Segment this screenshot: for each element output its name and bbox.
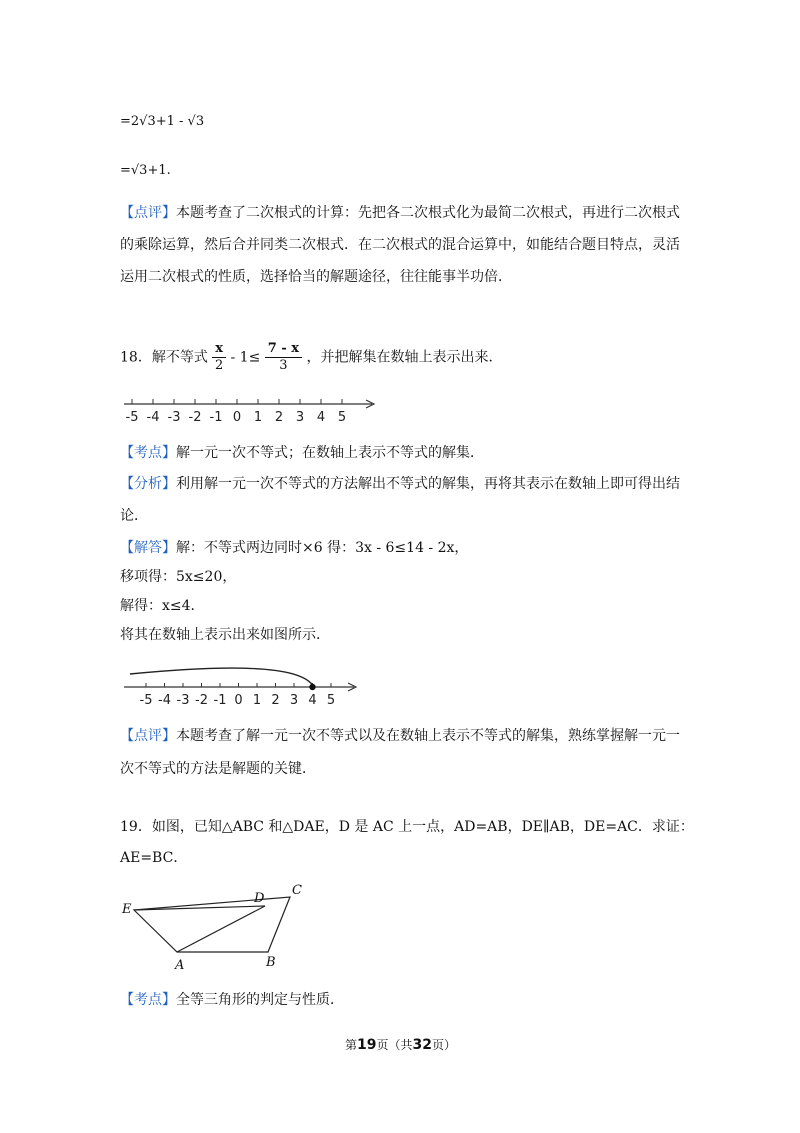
axis-tick-label: 0 [232, 410, 242, 425]
jieda-text: 解：不等式两边同时×6 得：3x - 6≤14 - 2x， [176, 540, 469, 556]
formula-line-1-text: =2√3+1 - √3 [120, 114, 205, 129]
footer-total-pages: 32 [412, 1037, 432, 1053]
dianping-18-line2 [120, 758, 316, 778]
jieda-tag: 【解答】 [120, 540, 176, 556]
axis-tick-label: 1 [252, 693, 262, 708]
comment-block-1 [120, 202, 680, 222]
fraction-numerator: x [212, 341, 226, 358]
axis-tick-label: -2 [195, 693, 208, 708]
axis-tick-label: -1 [209, 410, 223, 425]
comment-text: 的乘除运算，然后合并同类二次根式．在二次根式的混合运算中，如能结合题目特点，灵活 [120, 237, 680, 253]
jieda-18 [120, 537, 468, 557]
fenxi-text: 论． [120, 508, 148, 524]
axis-tick-label: 2 [271, 693, 280, 708]
geometry-figure [120, 880, 320, 975]
number-line-solution [122, 652, 372, 710]
fraction-denominator: 3 [279, 358, 288, 373]
axis-tick-label: -5 [125, 410, 139, 425]
axis-tick-label: 5 [337, 410, 347, 425]
segment-ad [177, 906, 265, 952]
formula-line-2 [120, 163, 171, 178]
axis-tick-label: 1 [253, 410, 263, 425]
question-18 [120, 341, 502, 374]
kaodian-text: 解一元一次不等式；在数轴上表示不等式的解集． [176, 445, 484, 461]
footer-page-number: 19 [357, 1037, 377, 1053]
question-18-prefix: 18．解不等式 [120, 349, 208, 366]
comment-tag: 【点评】 [120, 205, 176, 221]
kaodian-18 [120, 442, 484, 462]
step-3 [120, 624, 330, 644]
footer-post: 页） [432, 1038, 457, 1052]
step-text: 移项得：5x≤20， [120, 569, 237, 585]
step-text: 解得：x≤4． [120, 598, 205, 614]
fenxi-18 [120, 473, 680, 493]
dianping-text: 次不等式的方法是解题的关键． [120, 761, 316, 777]
formula-line-2-text: =√3+1. [120, 163, 171, 178]
label-c: C [292, 883, 302, 898]
kaodian-19 [120, 989, 344, 1009]
step-1 [120, 566, 236, 586]
axis-tick-label: 3 [289, 693, 299, 708]
label-b: B [266, 955, 276, 970]
kaodian-tag: 【考点】 [120, 445, 176, 461]
axis-tick-label: 5 [326, 693, 336, 708]
comment-line [120, 266, 512, 286]
dianping-18 [120, 725, 680, 745]
axis-tick-label: 2 [274, 410, 284, 425]
fenxi-tag: 【分析】 [120, 476, 176, 492]
axis-tick-label: 0 [234, 693, 243, 708]
axis-tick-label: -1 [213, 693, 227, 708]
question-18-suffix: ，并把解集在数轴上表示出来． [306, 349, 503, 366]
axis-tick-label: 4 [316, 410, 326, 425]
fraction-x-over-2 [212, 341, 226, 374]
quadrilateral-outline [134, 897, 290, 952]
axis-tick-label: 3 [295, 410, 305, 425]
comment-text: 本题考查了二次根式的计算：先把各二次根式化为最简二次根式，再进行二次根式 [176, 205, 680, 221]
footer-pre: 第 [345, 1038, 358, 1052]
axis-tick-label: 4 [308, 693, 317, 708]
question-18-middle: - 1≤ [230, 349, 261, 366]
kaodian-tag: 【考点】 [120, 992, 176, 1008]
question-19-text: AE=BC． [120, 850, 188, 866]
page-footer [345, 1036, 456, 1053]
step-text: 将其在数轴上表示出来如图所示． [120, 627, 330, 643]
axis-tick-label: -4 [158, 693, 171, 708]
solution-endpoint [309, 684, 315, 690]
number-line-blank [122, 394, 382, 428]
question-19-text: 19．如图，已知△ABC 和△DAE，D 是 AC 上一点，AD=AB，DE∥AB，DE=AC．求证： [120, 819, 694, 835]
fraction-numerator: 7 - x [265, 341, 302, 358]
label-a: A [175, 958, 185, 973]
axis-tick-label: -3 [167, 410, 181, 425]
fenxi-text: 利用解一元一次不等式的方法解出不等式的解集，再将其表示在数轴上即可得出结 [176, 476, 680, 492]
dianping-tag: 【点评】 [120, 728, 176, 744]
dianping-text: 本题考查了解一元一次不等式以及在数轴上表示不等式的解集，熟练掌握解一元一 [176, 728, 680, 744]
footer-mid: 页（共 [376, 1038, 413, 1052]
kaodian-text: 全等三角形的判定与性质． [176, 992, 344, 1008]
step-2 [120, 595, 205, 615]
axis-tick-label: -5 [139, 693, 153, 708]
fraction-denominator: 2 [215, 358, 224, 373]
axis-tick-label: -2 [188, 410, 202, 425]
solution-ray [130, 668, 313, 685]
label-e: E [122, 902, 132, 917]
fraction-7-minus-x-over-3 [265, 341, 302, 374]
comment-line [120, 234, 680, 254]
fenxi-18-line2 [120, 505, 148, 525]
axis-tick-label: -4 [146, 410, 160, 425]
question-19 [120, 816, 694, 836]
question-19-line2 [120, 847, 187, 867]
label-d: D [254, 891, 265, 906]
formula-line-1 [120, 114, 204, 129]
comment-text: 运用二次根式的性质，选择恰当的解题途径，往往能事半功倍． [120, 269, 512, 285]
axis-tick-label: -3 [176, 693, 190, 708]
